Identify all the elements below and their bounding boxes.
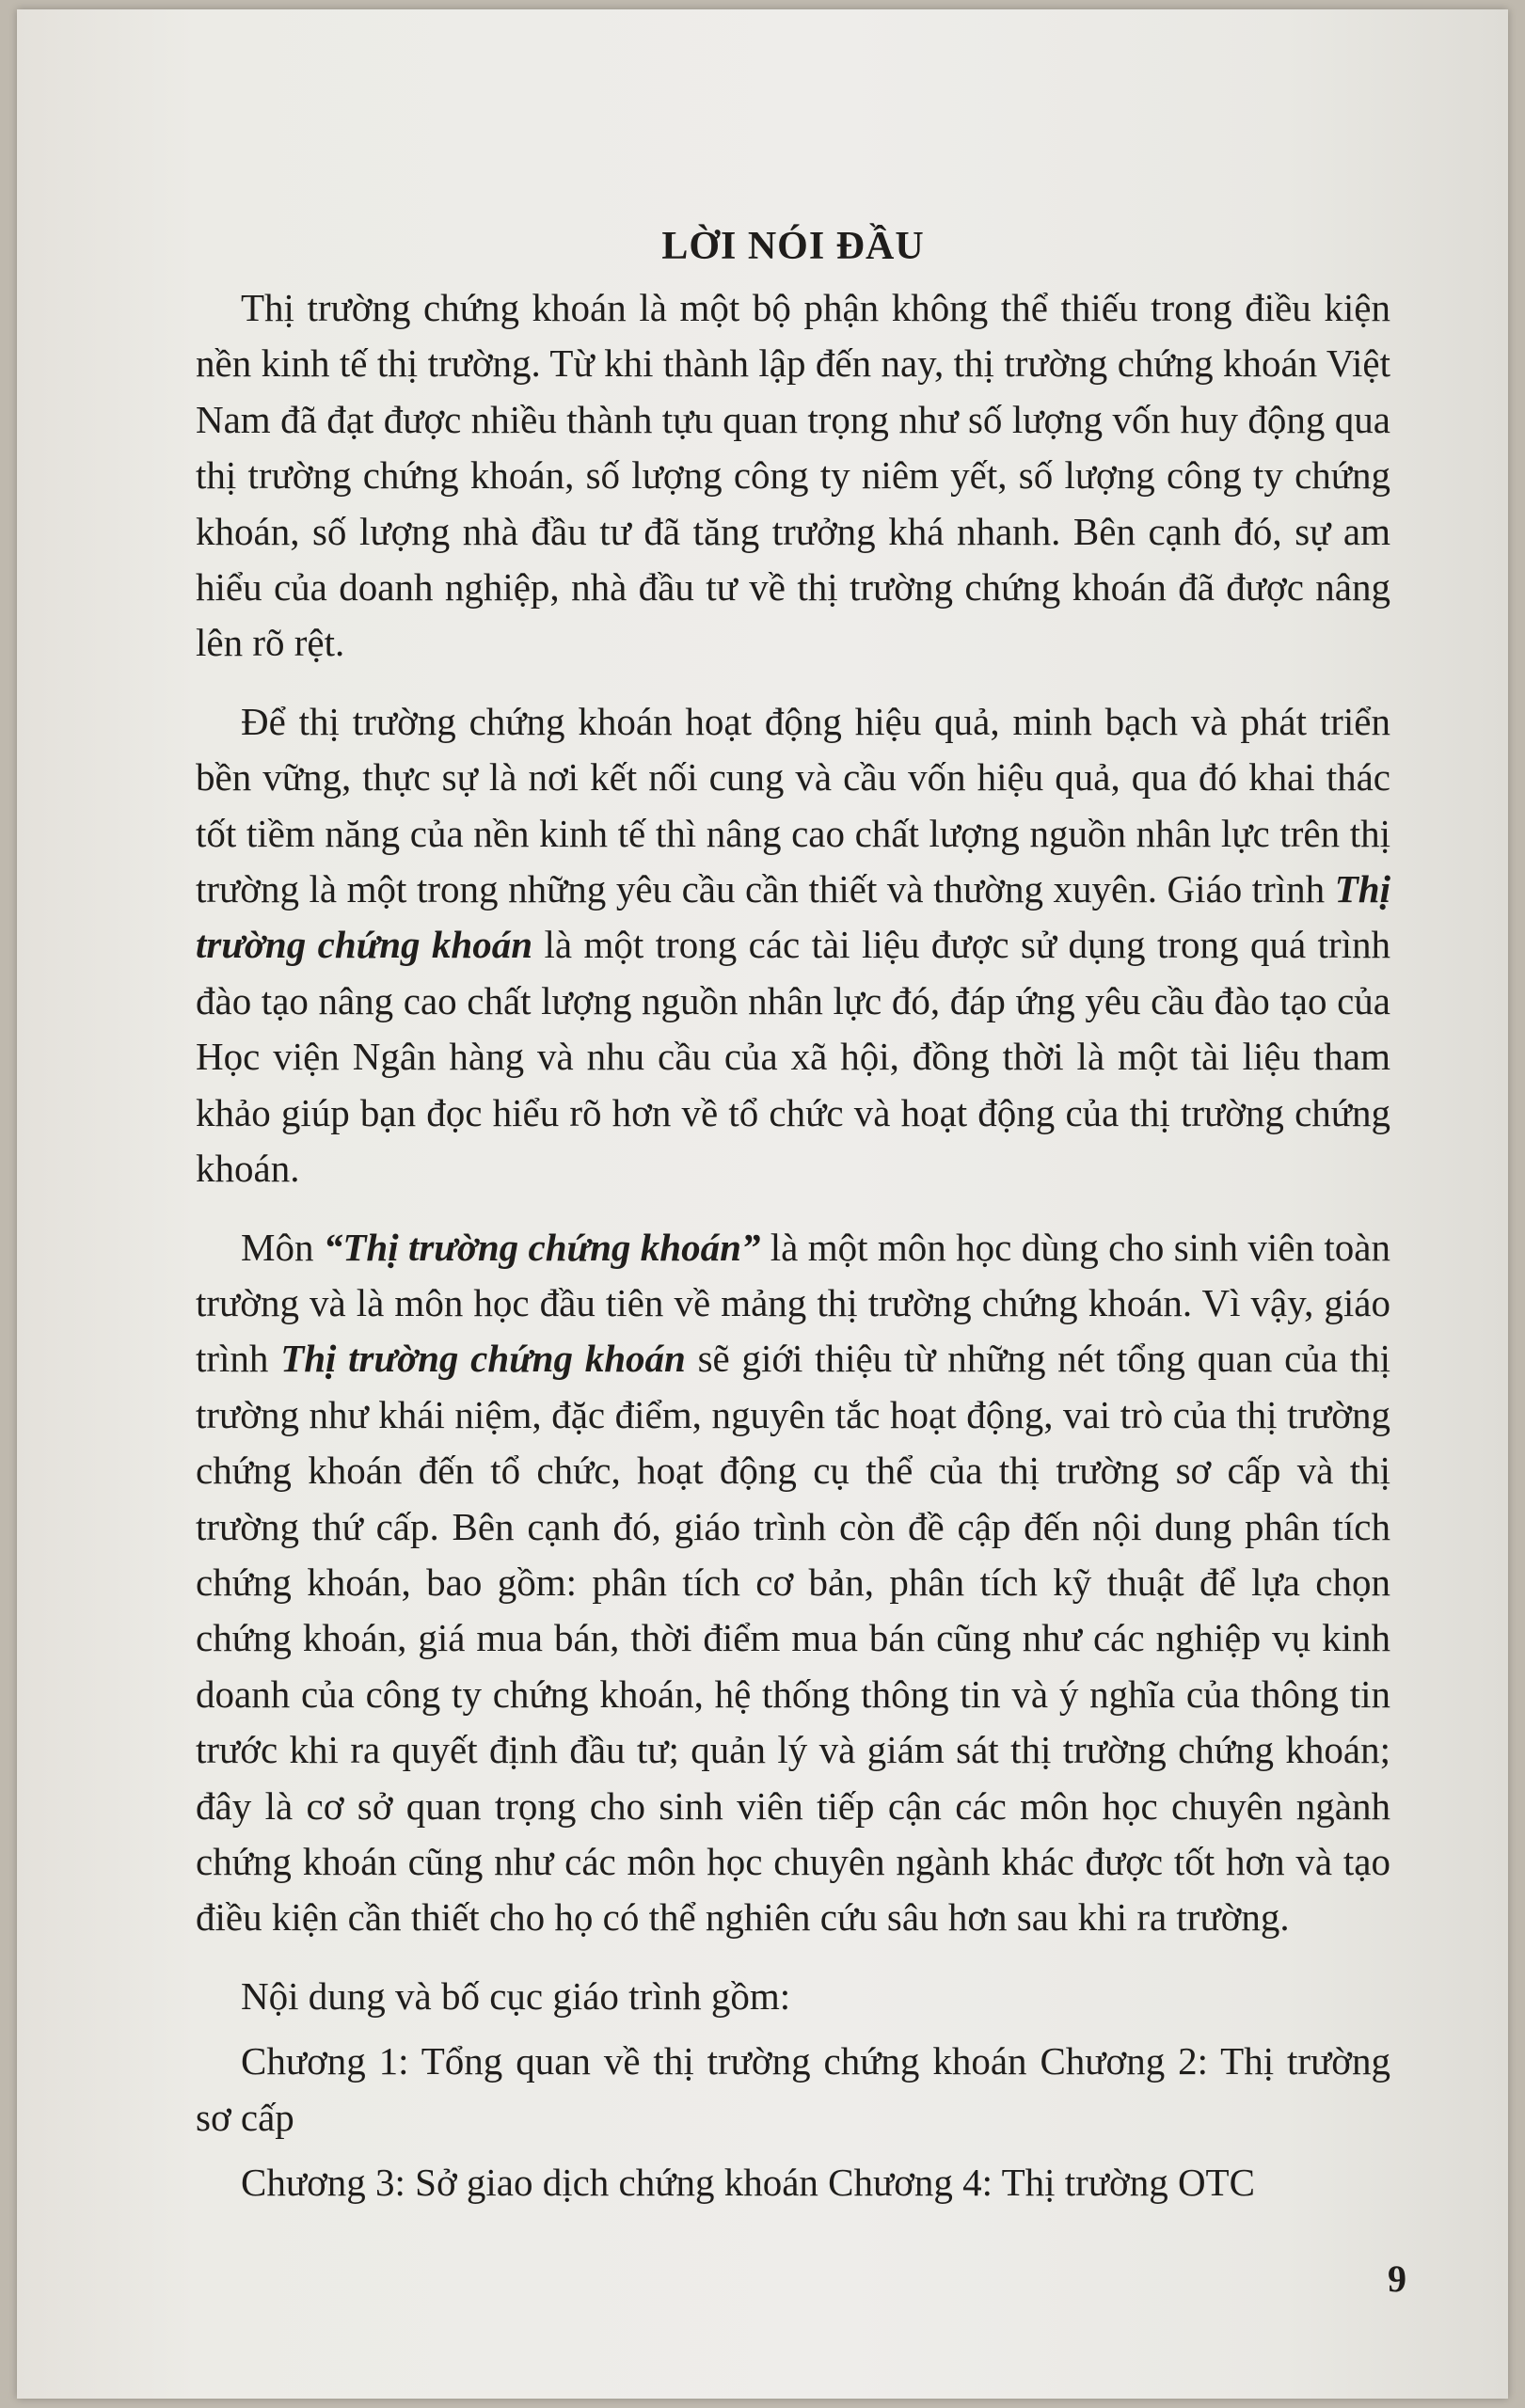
paragraph-course-text-3: sẽ giới thiệu từ những nét tổng quan của thị trường như khái niệm, đặc điểm, nguyên tắc hoạt động, vai trò của thị trường chứng khoán đến tổ chức, hoạt động cụ thể của thị trường sơ cấp và thị trường thứ cấp. Bên cạnh đó, giáo trình còn đề cập đến nội dung phân tích chứng khoán, bao gồm: phân tích cơ bản, phân tích kỹ thuật để lựa chọn chứng khoán, giá mua bán, thời điểm mua bán cũng như các nghiệp vụ kinh doanh của công ty chứng khoán, hệ thống thông tin và ý nghĩa của thông tin trước khi ra quyết định đầu tư; quản lý và giám sát thị trường chứng khoán; đây là cơ sở quan trọng cho sinh viên tiếp cận các môn học chuyên ngành chứng khoán cũng như các môn học chuyên ngành khác được tốt hơn và tạo điều kiện cần thiết cho họ có thể nghiên cứu sâu hơn sau khi ra trường.	[196, 1337, 1390, 1940]
show-through-text	[158, 240, 167, 281]
paragraph-purpose	[196, 694, 1390, 1197]
page-number: 9	[1388, 2258, 1406, 2300]
book-title-emphasis-2: Thị trường chứng khoán	[280, 1337, 686, 1381]
course-name-emphasis: “Thị trường chứng khoán”	[323, 1225, 761, 1269]
book-title-emphasis: Thị trường chứng khoán	[196, 867, 1390, 967]
paragraph-purpose-text-1: Để thị trường chứng khoán hoạt động hiệu quả, minh bạch và phát triển bền vững, thực sự là nơi kết nối cung và cầu vốn hiệu quả, qua đó khai thác tốt tiềm năng của nền kinh tế thì nâng cao chất lượng nguồn nhân lực trên thị trường là một trong những yêu cầu cần thiết và thường xuyên. Giáo trình	[196, 699, 1390, 911]
paragraph-purpose-text-2: là một trong các tài liệu được sử dụng trong quá trình đào tạo nâng cao chất lượng nguồn nhân lực đó, đáp ứng yêu cầu đào tạo của Học viện Ngân hàng và nhu cầu của xã hội, đồng thời là một tài liệu tham khảo giúp bạn đọc hiểu rõ hơn về tổ chức và hoạt động của thị trường chứng khoán.	[196, 923, 1390, 1191]
paragraph-course-text-2: là một môn học dùng cho sinh viên toàn trường và là môn học đầu tiên về mảng thị trường chứng khoán. Vì vậy, giáo trình	[196, 1225, 1390, 1381]
chapter-list-1: Chương 1: Tổng quan về thị trường chứng khoán Chương 2: Thị trường sơ cấp	[196, 2039, 1390, 2139]
chapter-list-2: Chương 3: Sở giao dịch chứng khoán Chương 4: Thị trường OTC	[241, 2161, 1255, 2204]
paragraph-course	[196, 1220, 1390, 1946]
page-content	[196, 218, 1390, 2220]
paragraph-intro: Thị trường chứng khoán là một bộ phận không thể thiếu trong điều kiện nền kinh tế thị trường. Từ khi thành lập đến nay, thị trường chứng khoán Việt Nam đã đạt được nhiều thành tựu quan trọng như số lượng vốn huy động qua thị trường chứng khoán, số lượng công ty niêm yết, số lượng công ty chứng khoán, số lượng nhà đầu tư đã tăng trưởng khá nhanh. Bên cạnh đó, sự am hiểu của doanh nghiệp, nhà đầu tư về thị trường chứng khoán đã được nâng lên rõ rệt.	[196, 286, 1390, 665]
paragraph-course-text-1: Môn	[241, 1225, 324, 1269]
page-title: LỜI NÓI ĐẦU	[661, 225, 925, 268]
paragraph-structure: Nội dung và bố cục giáo trình gồm:	[241, 1973, 791, 2018]
book-page	[17, 9, 1508, 2399]
